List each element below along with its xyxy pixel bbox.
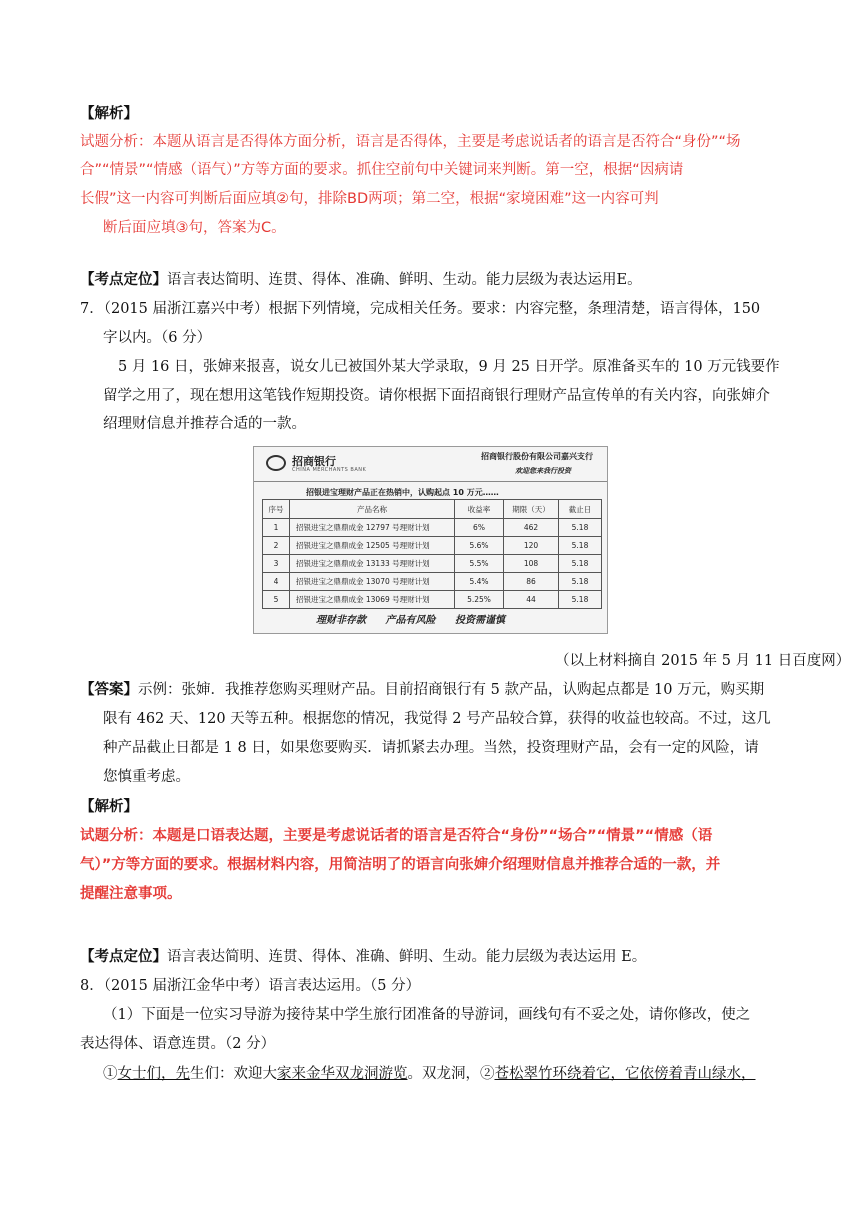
question-8-line: 表达得体、语意连贯。（2 分） [80,1036,276,1052]
table-cell: 招银进宝之鼎鼎成金 13133 号理财计划 [290,555,455,573]
flyer-footer-slogan: 理财非存款 产品有风险 投资需谨慎 [316,615,505,626]
product-table [262,499,602,609]
analysis-text-line: 长假”这一内容可判断后面应填②句，排除BD两项；第二空，根据“家境困难”这一内容可判 [80,191,659,207]
table-row [263,519,602,537]
flyer-header [254,447,607,482]
answer-section [80,680,764,700]
table-cell: 5.18 [559,591,602,609]
question-8-line: （1）下面是一位实习导游为接待某中学生旅行团准备的导游词，画线句有不妥之处，请你修改，使之 [103,1007,751,1023]
kaodian-tag: 【考点定位】 [80,271,167,288]
table-cell: 5.18 [559,555,602,573]
underlined-sentence: 家来金华双龙洞游览 [277,1066,408,1082]
table-cell: 6% [455,519,504,537]
table-cell: 3 [263,555,290,573]
table-cell: 462 [504,519,559,537]
promo-text: 招银进宝理财产品正在热销中，认购起点 10 万元…… [306,488,499,497]
sentence-marker: ① [103,1066,118,1082]
table-cell: 招银进宝之鼎鼎成金 13069 号理财计划 [290,591,455,609]
analysis-text-line: 气）”方等方面的要求。根据材料内容，用简洁明了的语言向张婶介绍理财信息并推荐合适的一款，并 [80,857,721,873]
table-cell: 招银进宝之鼎鼎成金 12797 号理财计划 [290,519,455,537]
table-cell: 5.18 [559,573,602,591]
column-header: 收益率 [455,500,504,519]
table-cell: 4 [263,573,290,591]
question-7-line: 字以内。（6 分） [103,330,212,346]
analysis-text-line: 合”“情景”“情感（语气）”方等方面的要求。抓住空前句中关键词来判断。第一空，根据“因病请 [80,162,684,178]
analysis-tag: 【解析】 [80,105,138,122]
table-cell: 招银进宝之鼎鼎成金 12505 号理财计划 [290,537,455,555]
table-cell: 108 [504,555,559,573]
question-8-passage [103,1064,756,1084]
table-row [263,591,602,609]
table-cell: 招银进宝之鼎鼎成金 13070 号理财计划 [290,573,455,591]
table-cell: 2 [263,537,290,555]
answer-tag: 【答案】 [80,681,138,698]
analysis-text-line: 试题分析：本题从语言是否得体方面分析，语言是否得体，主要是考虑说话者的语言是否符合“身份”“场 [80,134,741,150]
table-cell: 5.18 [559,537,602,555]
bank-logo-icon [266,455,286,471]
underlined-sentence: 苍松翠竹环绕着它，它依傍着青山绿水， [494,1066,756,1082]
table-row [263,555,602,573]
bank-flyer-image [253,446,608,634]
analysis-text-line: 断后面应填③句，答案为C。 [103,220,286,236]
passage-text: 生们：欢迎大 [190,1066,277,1082]
table-cell: 5.18 [559,519,602,537]
answer-text-line: 种产品截止日都是 1 8 日，如果您要购买．请抓紧去办理。当然，投资理财产品，会有一定的风险，请 [103,740,759,756]
analysis-text-line: 试题分析：本题是口语表达题，主要是考虑说话者的语言是否符合“身份”“场合”“情景”“情感（语 [80,828,713,844]
kaodian-section [80,947,646,967]
table-cell: 5 [263,591,290,609]
underlined-sentence: 女士们，先 [117,1066,190,1082]
table-cell: 120 [504,537,559,555]
passage-text: 。双龙洞，② [407,1066,495,1082]
question-8-line: 8．（2015 届浙江金华中考）语言表达运用。（5 分） [80,978,421,994]
table-cell: 5.6% [455,537,504,555]
table-row [263,537,602,555]
table-cell: 5.4% [455,573,504,591]
answer-text: 示例：张婶．我推荐您购买理财产品。目前招商银行有 5 款产品，认购起点都是 10 万元，购买期 [138,682,765,698]
bank-branch-name: 招商银行股份有限公司嘉兴支行 [481,452,593,461]
question-7-paragraph: 留学之用了，现在想用这笔钱作短期投资。请你根据下面招商银行理财产品宣传单的有关内容，向张婶介 [103,388,770,404]
kaodian-section [80,270,642,290]
column-header: 序号 [263,500,290,519]
answer-text-line: 您慎重考虑。 [103,769,190,785]
kaodian-text: 语言表达简明、连贯、得体、准确、鲜明、生动。能力层级为表达运用 E。 [167,949,647,965]
table-header-row [263,500,602,519]
table-row [263,573,602,591]
answer-text-line: 限有 462 天、120 天等五种。根据您的情况，我觉得 2 号产品较合算，获得的收益也较高。不过，这几 [103,711,771,727]
source-citation: （以上材料摘自 2015 年 5 月 11 日百度网） [555,653,851,669]
kaodian-text: 语言表达简明、连贯、得体、准确、鲜明、生动。能力层级为表达运用E。 [167,272,642,288]
kaodian-tag: 【考点定位】 [80,948,167,965]
question-7-paragraph: 绍理财信息并推荐合适的一款。 [103,416,306,432]
question-7-paragraph: 5 月 16 日，张婶来报喜，说女儿已被国外某大学录取，9 月 25 日开学。原准备买车的 10 万元钱要作 [118,359,780,375]
table-cell: 5.5% [455,555,504,573]
table-cell: 5.25% [455,591,504,609]
column-header: 期限（天） [504,500,559,519]
table-cell: 1 [263,519,290,537]
column-header: 产品名称 [290,500,455,519]
table-cell: 44 [504,591,559,609]
question-7-line: 7．（2015 届浙江嘉兴中考）根据下列情境，完成相关任务。要求：内容完整，条理清楚，语言得体，150 [80,301,761,317]
welcome-text: 欢迎您来我行投资 [515,467,571,475]
analysis-tag: 【解析】 [80,798,138,815]
bank-logo-text: 招商银行 [292,455,336,468]
table-cell: 86 [504,573,559,591]
analysis-text-line: 提醒注意事项。 [80,886,182,902]
bank-logo-subtext: CHINA MERCHANTS BANK [292,467,367,473]
column-header: 截止日 [559,500,602,519]
